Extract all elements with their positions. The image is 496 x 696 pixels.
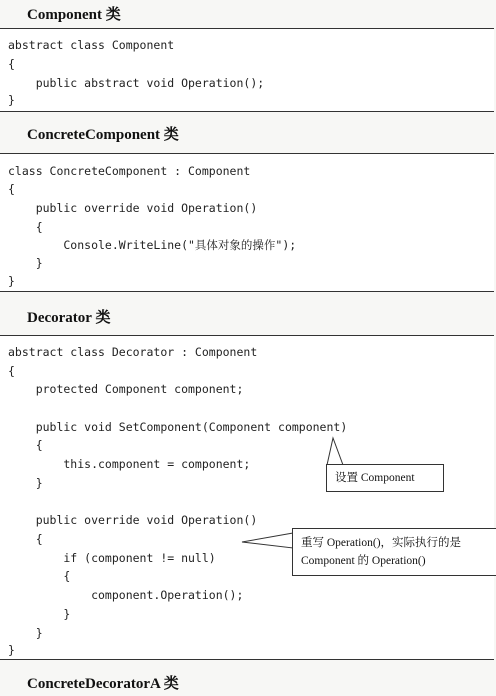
- code-line: }: [8, 626, 43, 640]
- code-line: {: [8, 569, 71, 583]
- code-line: }: [8, 93, 15, 107]
- code-line: component.Operation();: [8, 588, 244, 602]
- code-line: public abstract void Operation();: [8, 76, 265, 90]
- code-line: {: [8, 532, 43, 546]
- section-heading-concrete-component: ConcreteComponent 类: [27, 127, 179, 143]
- section-heading-concrete-decorator-a: ConcreteDecoratorA 类: [27, 676, 179, 692]
- code-line: {: [8, 182, 15, 196]
- callout-override-line1: 重写 Operation()，实际执行的是: [301, 537, 462, 549]
- callout-set-component-text: 设置 Component: [335, 472, 415, 484]
- callout-override-operation: [292, 528, 496, 576]
- section-heading-decorator: Decorator 类: [27, 310, 111, 326]
- code-line: }: [8, 607, 71, 621]
- callout-override-line2: Component 的 Operation(): [301, 555, 426, 567]
- code-line: abstract class Component: [8, 38, 175, 52]
- code-line: {: [8, 364, 15, 378]
- code-line: class ConcreteComponent : Component: [8, 164, 251, 178]
- code-line: {: [8, 438, 43, 452]
- code-line: }: [8, 256, 43, 270]
- code-line: public override void Operation(): [8, 201, 258, 215]
- code-line: public override void Operation(): [8, 513, 258, 527]
- code-block-component: [0, 28, 494, 112]
- code-line: {: [8, 57, 15, 71]
- code-line: public void SetComponent(Component component): [8, 420, 348, 434]
- code-block-decorator: [0, 335, 494, 660]
- code-line: if (component != null): [8, 551, 216, 565]
- code-line: this.component = component;: [8, 457, 251, 471]
- section-heading-component: Component 类: [27, 7, 121, 23]
- code-line: protected Component component;: [8, 382, 244, 396]
- code-line: Console.WriteLine("具体对象的操作");: [8, 238, 297, 252]
- code-line: abstract class Decorator : Component: [8, 345, 258, 359]
- code-block-concrete-component: [0, 153, 494, 292]
- code-line: }: [8, 643, 15, 657]
- code-line: {: [8, 220, 43, 234]
- code-line: }: [8, 476, 43, 490]
- callout-set-component: [326, 464, 444, 492]
- code-line: }: [8, 274, 15, 288]
